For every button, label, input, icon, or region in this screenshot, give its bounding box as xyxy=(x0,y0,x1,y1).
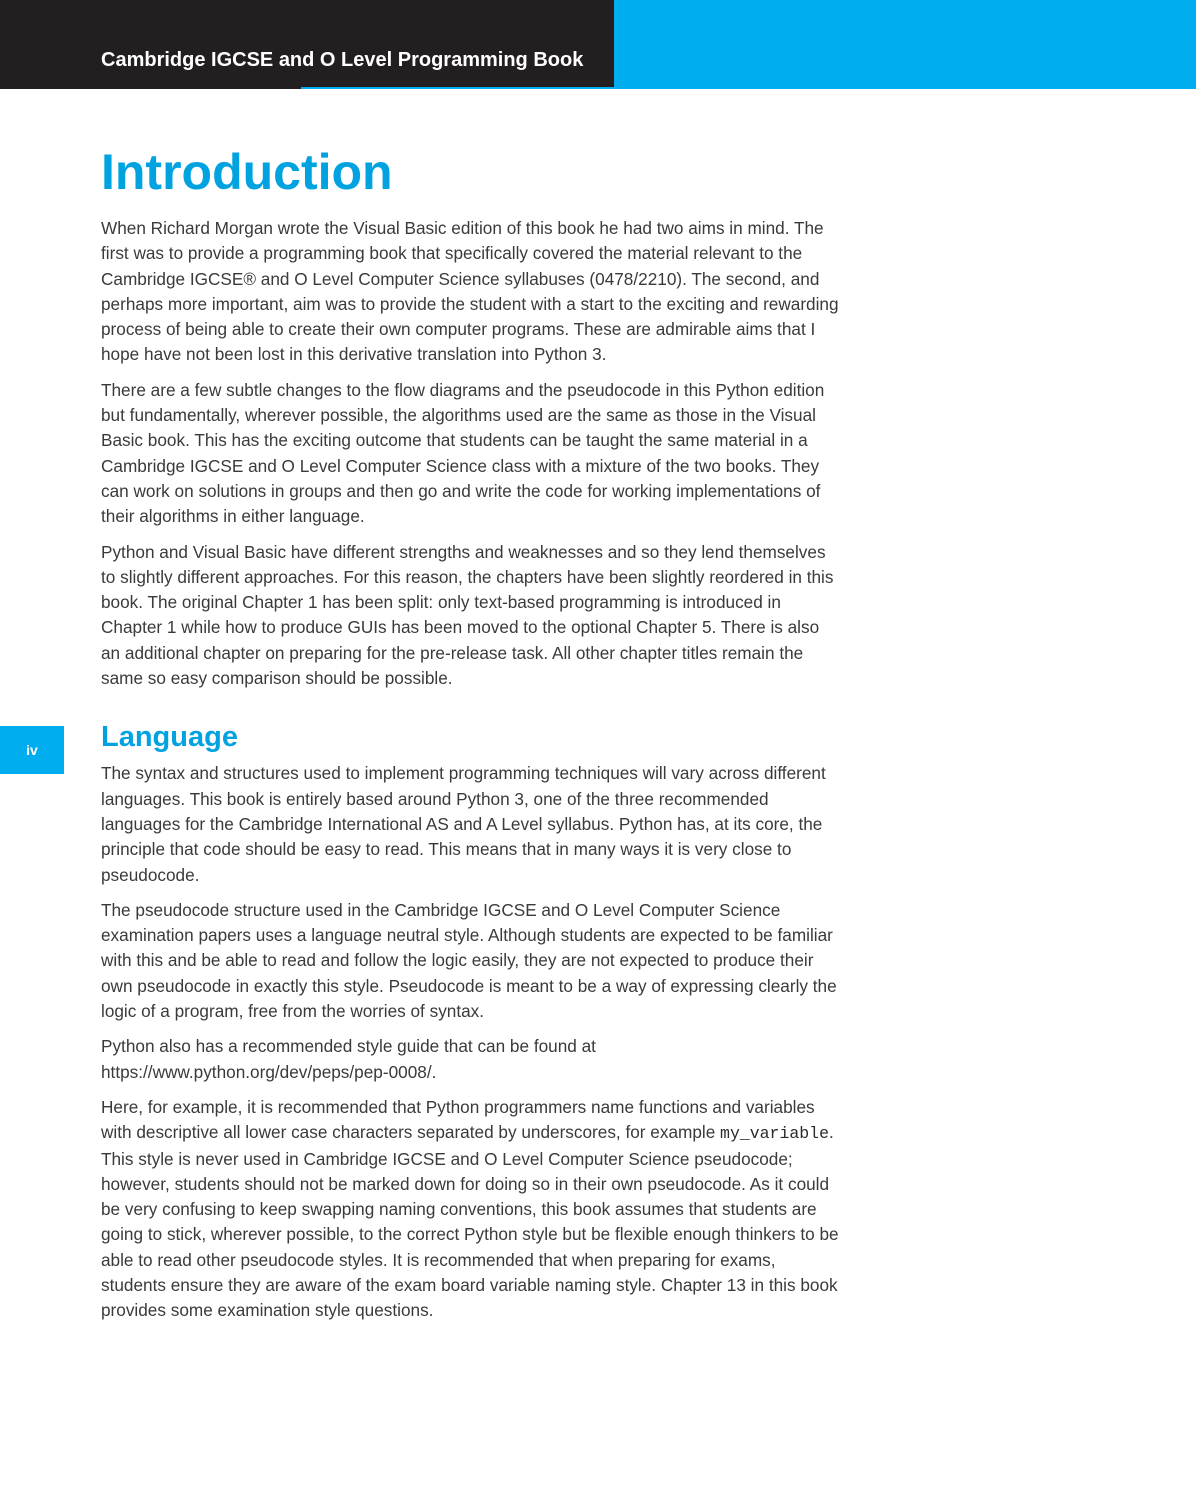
naming-paragraph xyxy=(101,1095,839,1324)
style-guide-text: Python also has a recommended style guide that can be found at xyxy=(101,1036,596,1057)
page-content xyxy=(101,140,839,1334)
book-title: Cambridge IGCSE and O Level Programming Book xyxy=(101,49,584,71)
header-underline xyxy=(301,87,614,89)
style-guide-url: https://www.python.org/dev/peps/pep-0008/. xyxy=(101,1061,437,1082)
code-example: my_variable xyxy=(720,1124,829,1144)
language-paragraph: The syntax and structures used to implement programming techniques will vary across different languages. This book is entirely based around Python 3, one of the three recommended languages for the Cambridge International AS and A Level syllabus. Python has, at its core, the principle that code should be easy to read. This means that in many ways it is very close to pseudocode. xyxy=(101,763,826,885)
page-number: iv xyxy=(26,742,38,758)
page-number-tab xyxy=(0,726,64,774)
header-blue-band xyxy=(614,0,1196,89)
intro-paragraph: When Richard Morgan wrote the Visual Basic edition of this book he had two aims in mind. The first was to provide a programming book that specifically covered the material relevant to the Cambridge IGCSE® and O Level Computer Science syllabuses (0478/2210). The second, and perhaps more important, aim was to provide the student with a start to the exciting and rewarding process of being able to create their own computer programs. These are admirable aims that I hope have not been lost in this derivative translation into Python 3. xyxy=(101,218,839,365)
header-dark-band xyxy=(0,0,614,89)
intro-paragraph: Python and Visual Basic have different strengths and weaknesses and so they lend themselves to slightly different approaches. For this reason, the chapters have been slightly reordered in this book. The original Chapter 1 has been split: only text-based programming is introduced in Chapter 1 while how to produce GUIs has been moved to the optional Chapter 5. There is also an additional chapter on preparing for the pre-release task. All other chapter titles remain the same so easy comparison should be possible. xyxy=(101,541,834,689)
language-heading: Language xyxy=(101,721,238,754)
introduction-heading: Introduction xyxy=(101,144,393,200)
language-paragraph: The pseudocode structure used in the Cambridge IGCSE and O Level Computer Science examination papers uses a language neutral style. Although students are expected to be familiar with this and be able to read and follow the logic easily, they are not expected to produce their own pseudocode in exactly this style. Pseudocode is meant to be a way of expressing clearly the logic of a program, free from the worries of syntax. xyxy=(101,899,837,1022)
style-guide-paragraph xyxy=(101,1034,839,1085)
intro-paragraph: There are a few subtle changes to the flow diagrams and the pseudocode in this Python edition but fundamentally, wherever possible, the algorithms used are the same as those in the Visual Basic book. This has the exciting outcome that students can be taught the same material in a Cambridge IGCSE and O Level Computer Science class with a mixture of the two books. They can work on solutions in groups and then go and write the code for working implementations of their algorithms in either language. xyxy=(101,379,825,527)
naming-text-before: Here, for example, it is recommended that Python programmers name functions and variables with descriptive all lower case characters separated by underscores, for example xyxy=(101,1096,815,1143)
naming-text-after: . This style is never used in Cambridge IGCSE and O Level Computer Science pseudocode; however, students should not be marked down for doing so in their own pseudocode. As it could be very confusing to keep swapping naming conventions, this book assumes that students are going to stick, wherever possible, to the correct Python style but be flexible enough thinkers to be able to read other pseudocode styles. It is recommended that when preparing for exams, students ensure they are aware of the exam board variable naming style. Chapter 13 in this book provides some examination style questions. xyxy=(101,1122,839,1321)
